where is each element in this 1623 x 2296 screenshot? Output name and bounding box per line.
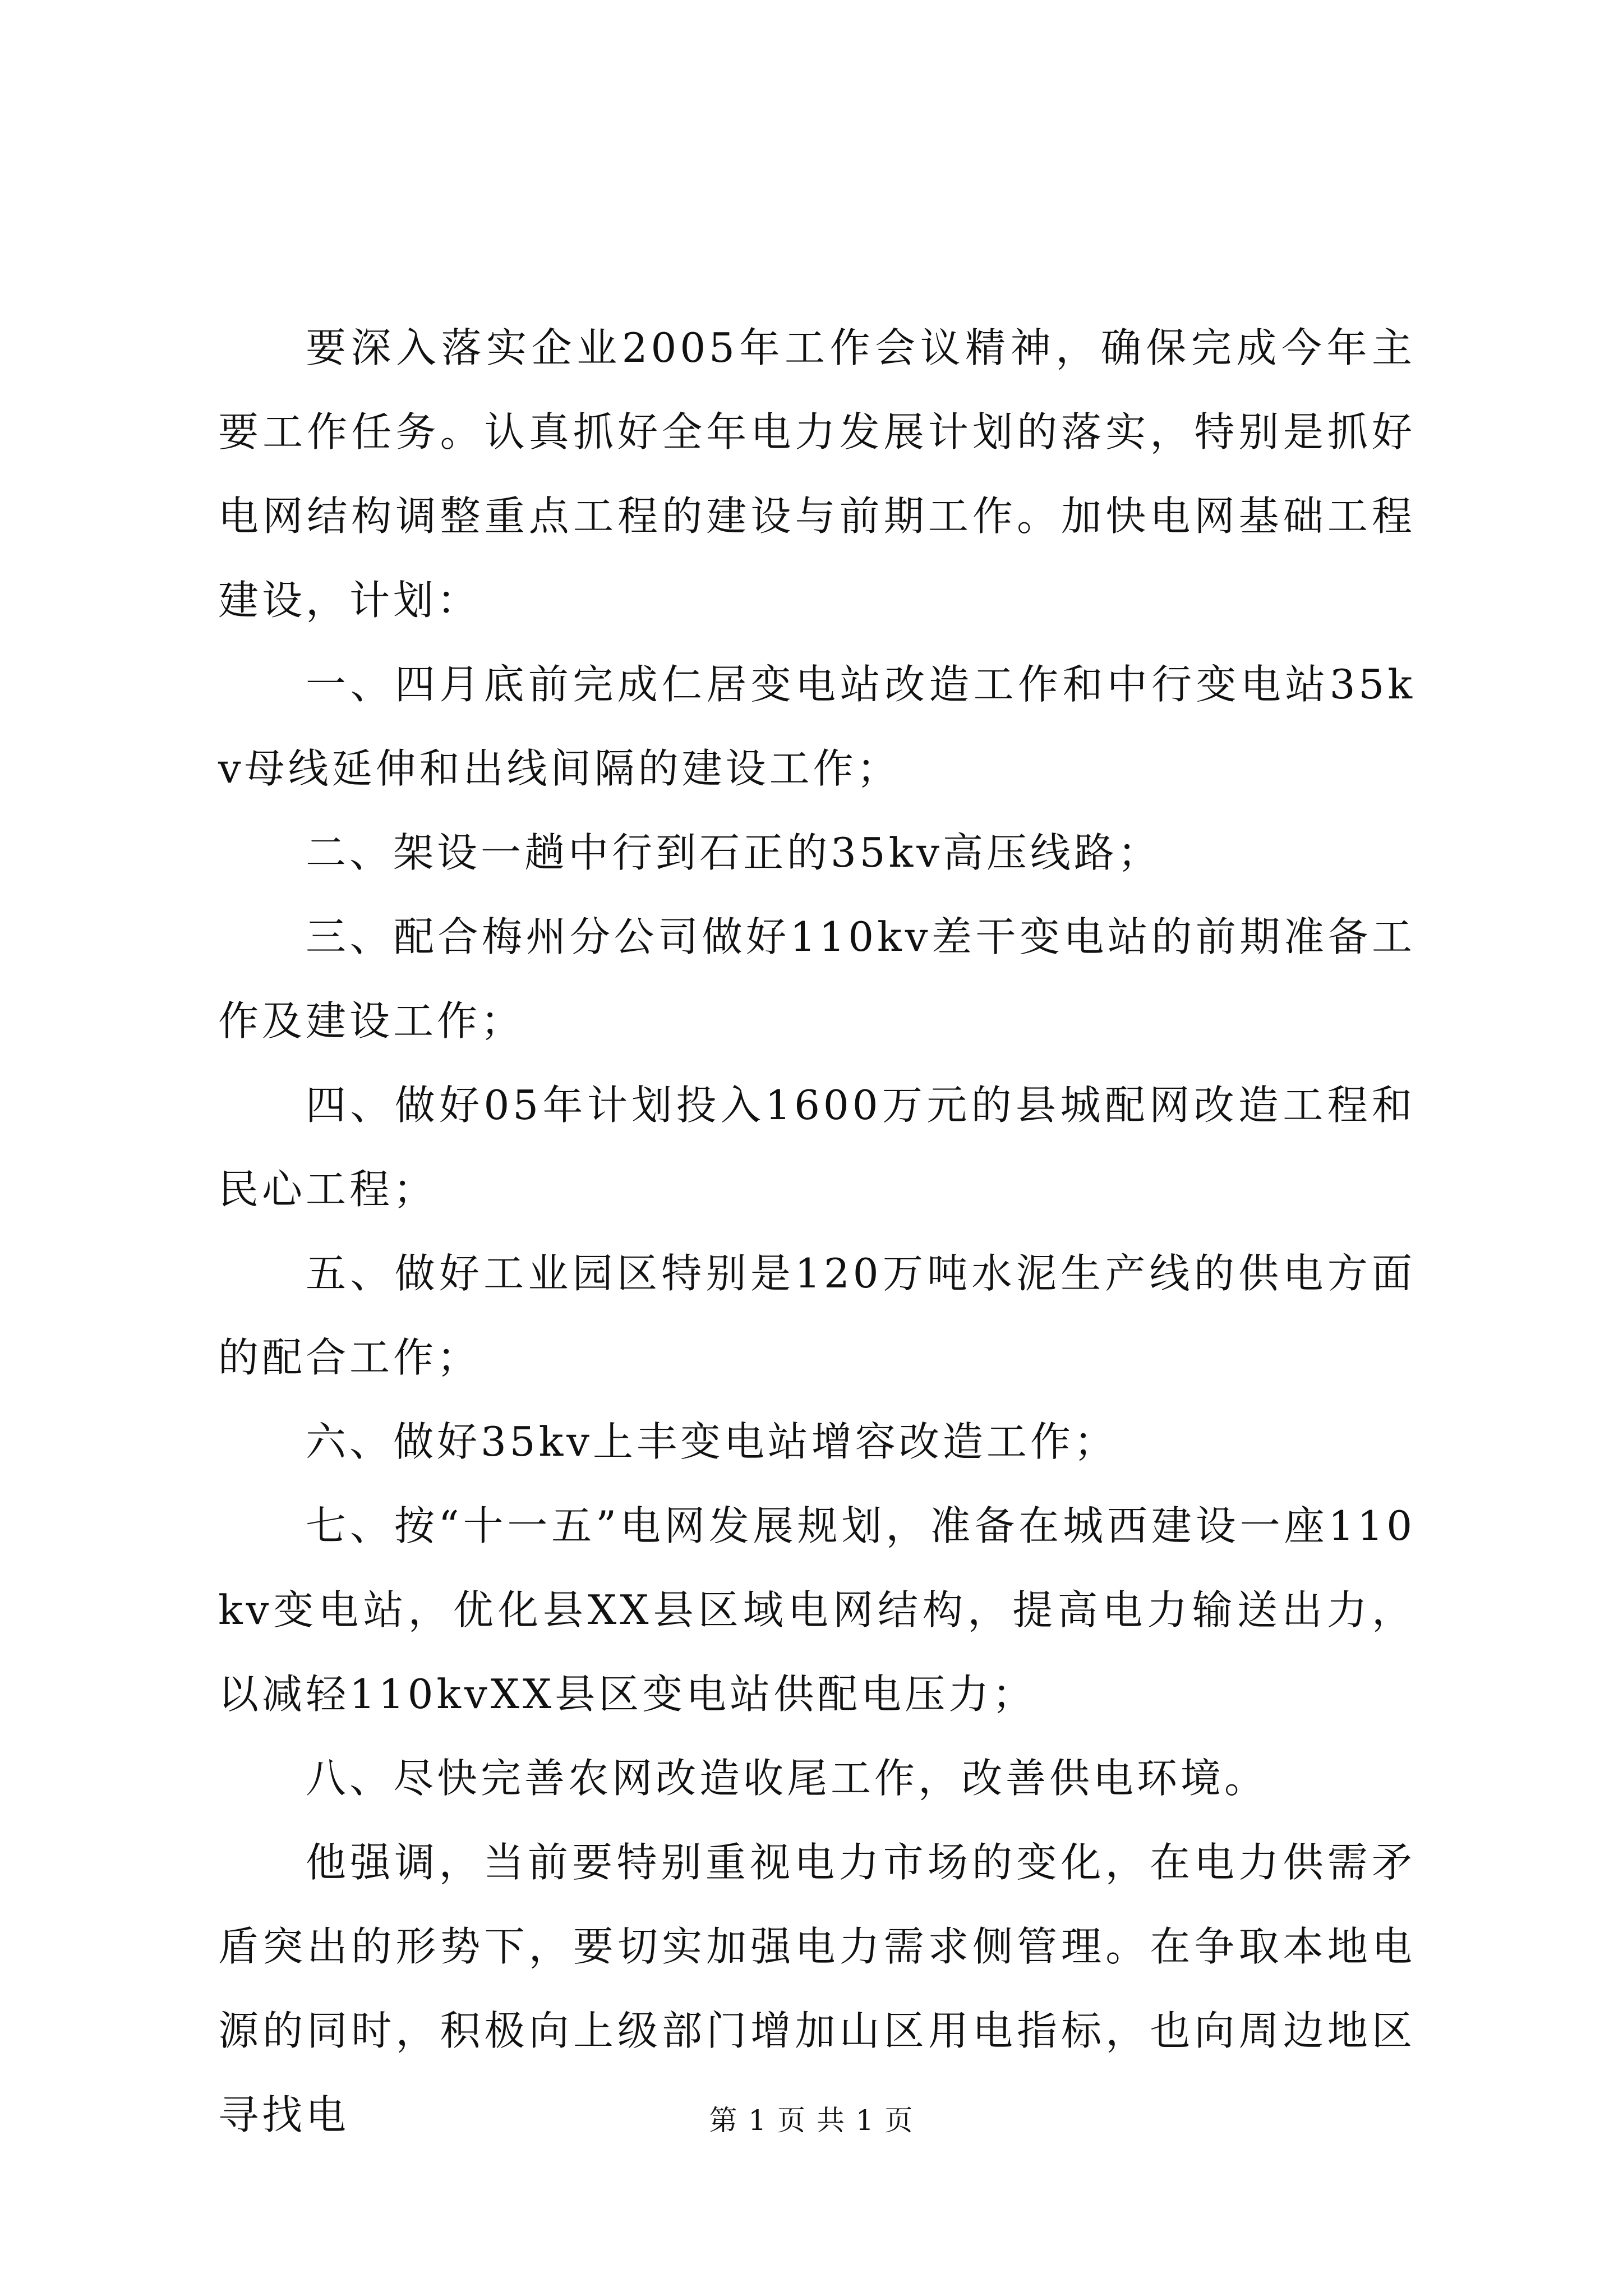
paragraph-item-1: 一、四月底前完成仁居变电站改造工作和中行变电站35kv母线延伸和出线间隔的建设工作； <box>218 661 1415 792</box>
paragraph-item-8: 八、尽快完善农网改造收尾工作，改善供电环境。 <box>306 1755 1269 1802</box>
paragraph-closing: 他强调，当前要特别重视电力市场的变化，在电力供需矛盾突出的形势下，要切实加强电力需求侧管理。在争取本地电源的同时，积极向上级部门增加山区用电指标，也向周边地区寻找电 <box>218 1839 1415 2138</box>
paragraph-intro: 要深入落实企业2005年工作会议精神，确保完成今年主要工作任务。认真抓好全年电力发展计划的落实，特别是抓好电网结构调整重点工程的建设与前期工作。加快电网基础工程建设，计划： <box>218 324 1415 624</box>
paragraph-item-2: 二、架设一趟中行到石正的35kv高压线路； <box>306 829 1161 876</box>
paragraph-item-6: 六、做好35kv上丰变电站增容改造工作； <box>306 1418 1118 1465</box>
page-number-footer: 第 1 页 共 1 页 <box>709 2104 914 2137</box>
paragraph-item-5: 五、做好工业园区特别是120万吨水泥生产线的供电方面的配合工作； <box>218 1250 1415 1381</box>
document-body <box>218 306 1415 2157</box>
paragraph-item-7: 七、按“十一五”电网发展规划，准备在城西建设一座110kv变电站，优化县XX县区域电网结构，提高电力输送出力，以减轻110kvXX县区变电站供配电压力； <box>218 1502 1415 1718</box>
paragraph-item-3: 三、配合梅州分公司做好110kv差干变电站的前期准备工作及建设工作； <box>218 913 1415 1045</box>
paragraph-item-4: 四、做好05年计划投入1600万元的县城配网改造工程和民心工程； <box>218 1082 1415 1213</box>
